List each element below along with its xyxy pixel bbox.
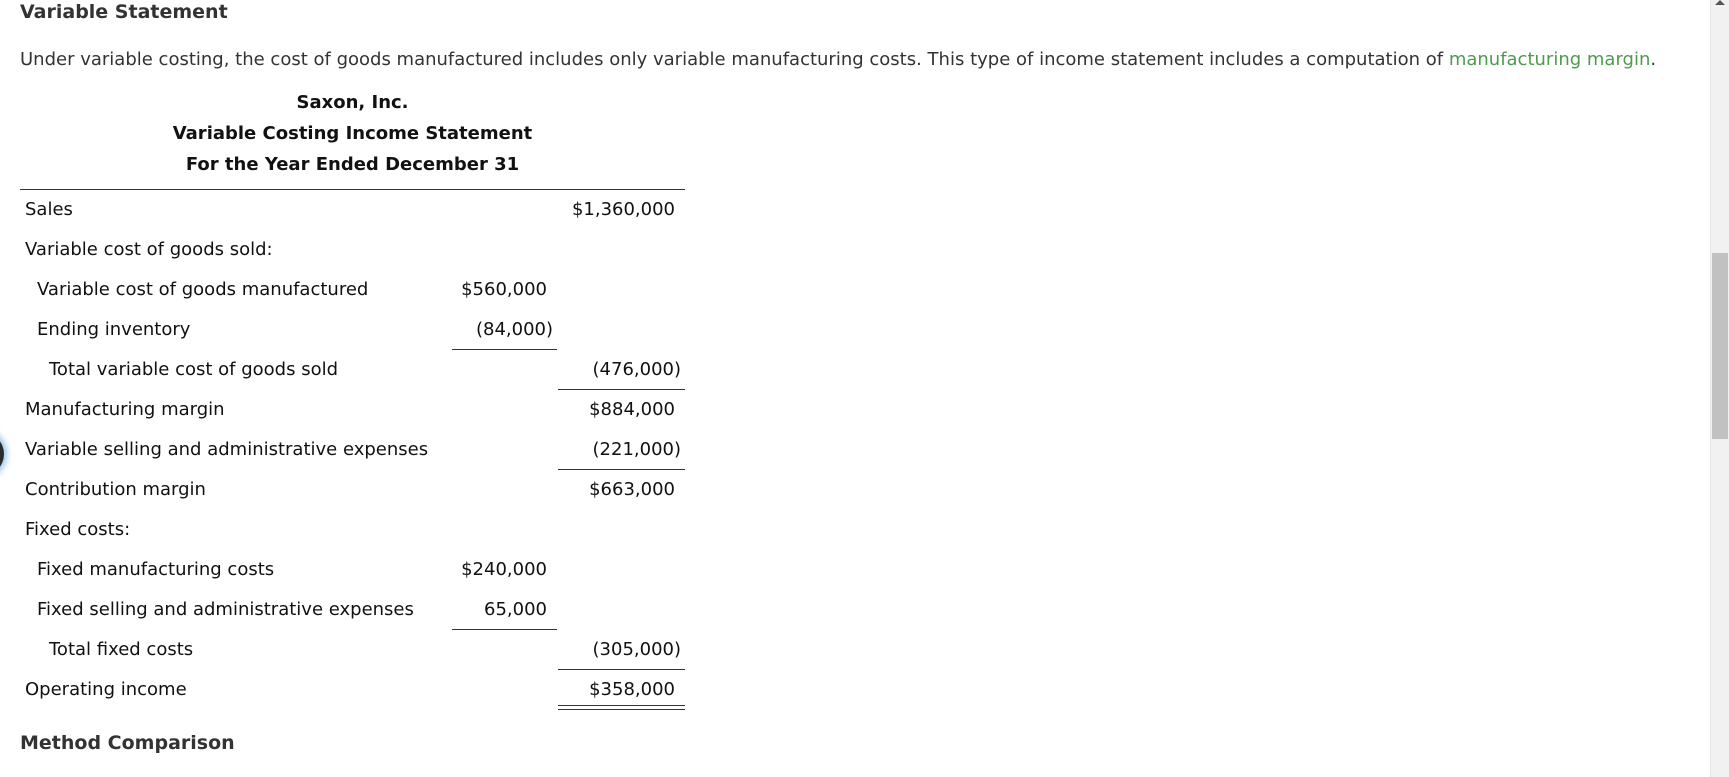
- table-row-variable-sga: [20, 430, 685, 470]
- row-amount-total: (476,000): [592, 359, 681, 380]
- statement-period: For the Year Ended December 31: [185, 154, 520, 175]
- row-label: Fixed selling and administrative expenses: [37, 599, 414, 620]
- table-row-operating-income: [20, 670, 685, 710]
- intro-text-end: .: [1650, 49, 1657, 70]
- row-amount-total: $358,000: [589, 679, 675, 700]
- table-row-fixed-sga: [20, 590, 685, 630]
- row-label: Variable cost of goods manufactured: [37, 279, 369, 300]
- floating-help-button[interactable]: [0, 432, 4, 476]
- income-statement: [20, 92, 685, 710]
- row-amount-total: (221,000): [592, 439, 681, 460]
- row-amount-detail: $240,000: [461, 559, 547, 580]
- row-label: Total fixed costs: [49, 639, 194, 660]
- table-row-variable-cogs-heading: [20, 230, 685, 270]
- section-heading-method-comparison: Method Comparison: [20, 732, 235, 754]
- company-name: Saxon, Inc.: [296, 92, 409, 113]
- row-label: Variable selling and administrative expenses: [25, 439, 429, 460]
- row-amount-total: $884,000: [589, 399, 675, 420]
- scroll-up-arrow-icon[interactable]: [1715, 0, 1725, 5]
- table-row-manufacturing-margin: [20, 390, 685, 430]
- table-row-contribution-margin: [20, 470, 685, 510]
- table-row-total-fixed-costs: [20, 630, 685, 670]
- row-label: Fixed manufacturing costs: [37, 559, 275, 580]
- row-amount-total: $1,360,000: [571, 199, 675, 220]
- table-row-variable-cogm: [20, 270, 685, 310]
- row-amount-total: (305,000): [592, 639, 681, 660]
- row-label: Manufacturing margin: [25, 399, 225, 420]
- row-label: Operating income: [25, 679, 187, 700]
- section-heading-variable-statement: Variable Statement: [20, 1, 228, 23]
- table-row-ending-inventory: [20, 310, 685, 350]
- statement-header: [20, 92, 685, 190]
- row-amount-total: $663,000: [589, 479, 675, 500]
- row-label: Variable cost of goods sold:: [25, 239, 273, 260]
- row-label: Total variable cost of goods sold: [49, 359, 339, 380]
- scrollbar-thumb[interactable]: [1712, 253, 1728, 439]
- double-underline-rule: [558, 705, 685, 710]
- table-row-sales: [20, 190, 685, 230]
- intro-text: Under variable costing, the cost of goods manufactured includes only variable manufacturing costs. This type of income statement includes a computation of: [20, 49, 1449, 70]
- statement-title: Variable Costing Income Statement: [172, 123, 533, 144]
- row-amount-detail: $560,000: [461, 279, 547, 300]
- row-label: Sales: [25, 199, 73, 220]
- manufacturing-margin-link[interactable]: manufacturing margin: [1448, 49, 1651, 70]
- row-label: Fixed costs:: [25, 519, 131, 540]
- row-amount-detail: (84,000): [475, 319, 553, 340]
- table-row-total-variable-cogs: [20, 350, 685, 390]
- table-row-fixed-manufacturing: [20, 550, 685, 590]
- row-amount-detail: 65,000: [484, 599, 547, 620]
- row-label: Contribution margin: [25, 479, 206, 500]
- vertical-scrollbar[interactable]: [1710, 0, 1729, 777]
- intro-paragraph: [20, 49, 1656, 70]
- table-row-fixed-costs-heading: [20, 510, 685, 550]
- row-label: Ending inventory: [37, 319, 191, 340]
